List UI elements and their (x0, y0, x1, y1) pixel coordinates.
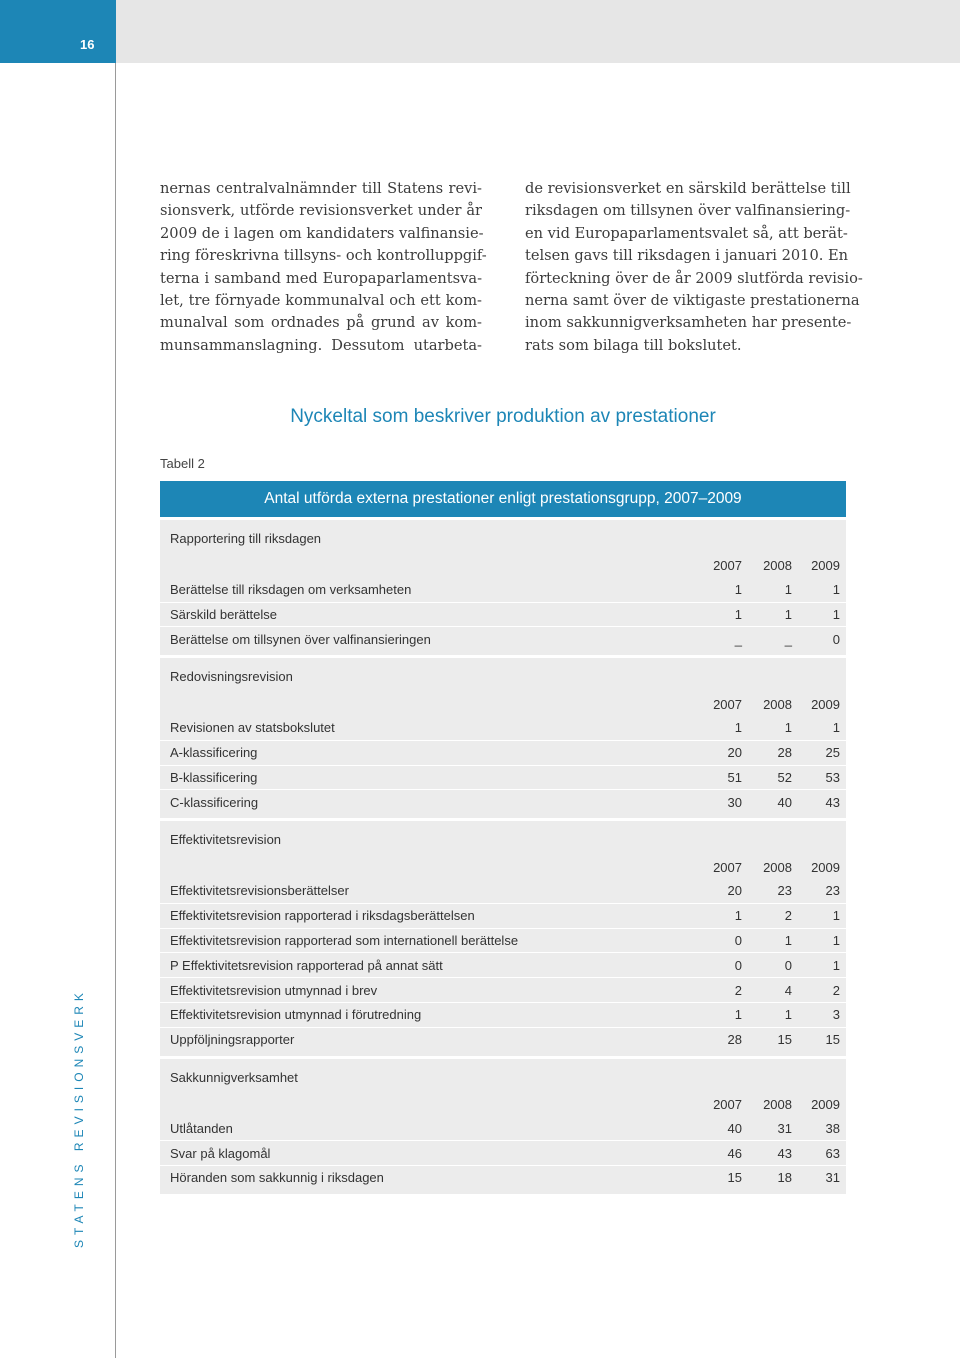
body-line: 2009 de i lagen om kandidaters valfinansie- (160, 224, 484, 242)
table-row (160, 978, 846, 1002)
section-title: Redovisningsrevision (170, 669, 293, 685)
value-cell: 1 (734, 720, 742, 736)
table-label: Tabell 2 (160, 456, 205, 471)
value-cell: 38 (825, 1120, 840, 1136)
value-cell: 1 (784, 1007, 792, 1023)
value-cell: 3 (832, 1007, 840, 1023)
value-cell: 1 (832, 932, 840, 948)
row-label: Effektivitetsrevision utmynnad i förutredning (170, 1007, 422, 1023)
table-row (160, 766, 846, 790)
year-cell: 2009 (811, 558, 840, 574)
table-row (160, 929, 846, 953)
body-line: de revisionsverket en särskild berättelse till (525, 180, 851, 197)
value-cell: 52 (777, 769, 792, 785)
row-label: Uppföljningsrapporter (170, 1032, 295, 1048)
value-cell: 30 (727, 794, 742, 810)
table-row (160, 879, 846, 903)
body-line: ring föreskrivna tillsyns- och kontrolluppgif- (160, 247, 487, 265)
body-line: förteckning över de år 2009 slutförda revisio- (525, 269, 863, 287)
value-cell: 25 (825, 745, 840, 761)
table-header: Antal utförda externa prestationer enligt prestationsgrupp, 2007–2009 (160, 481, 846, 517)
section-padding (160, 1190, 846, 1194)
body-line: rats som bilaga till bokslutet. (525, 336, 742, 354)
body-line: inom sakkunnigverksamheten har presente- (525, 314, 852, 332)
value-cell: 63 (825, 1145, 840, 1161)
value-cell: 1 (734, 582, 742, 598)
row-label: Effektivitetsrevision rapporterad som internationell berättelse (170, 932, 519, 948)
value-cell: 1 (784, 720, 792, 736)
table-row (160, 1166, 846, 1190)
value-cell: 28 (727, 1032, 742, 1048)
section-heading: Nyckeltal som beskriver produktion av prestationer (290, 406, 716, 427)
year-cell: 2007 (713, 696, 742, 712)
year-cell: 2008 (763, 558, 792, 574)
page-number: 16 (80, 37, 95, 52)
table-row (160, 1028, 846, 1052)
left-margin (0, 63, 116, 1358)
table-section (160, 1056, 846, 1194)
value-cell: 40 (777, 794, 792, 810)
page-number-box (0, 0, 116, 63)
year-cell: 2007 (713, 1096, 742, 1112)
year-cell: 2008 (763, 696, 792, 712)
value-cell: 31 (777, 1120, 792, 1136)
year-cell: 2009 (811, 859, 840, 875)
body-column-1 (160, 178, 487, 357)
year-cell: 2007 (713, 859, 742, 875)
value-cell: _ (784, 631, 792, 647)
row-label: Berättelse om tillsynen över valfinansieringen (170, 631, 431, 647)
value-cell: 43 (777, 1145, 792, 1161)
table-section (160, 818, 846, 1055)
value-cell: 1 (784, 932, 792, 948)
value-cell: 43 (825, 794, 840, 810)
body-line: nernas centralvalnämnder till Statens revi- (160, 180, 482, 197)
row-label: Effektivitetsrevisionsberättelser (170, 883, 349, 899)
section-title: Sakkunnigverksamhet (170, 1069, 298, 1085)
year-header-row (160, 855, 846, 879)
year-cell: 2008 (763, 1096, 792, 1112)
row-label: B-klassificering (170, 769, 258, 785)
section-title: Effektivitetsrevision (170, 832, 282, 848)
value-cell: 2 (734, 982, 742, 998)
value-cell: 1 (784, 582, 792, 598)
table-row (160, 1116, 846, 1140)
value-cell: 20 (727, 883, 742, 899)
body-column-2 (525, 178, 863, 357)
value-cell: 1 (832, 908, 840, 924)
value-cell: 53 (825, 769, 840, 785)
section-title: Rapportering till riksdagen (170, 531, 322, 546)
value-cell: 40 (727, 1120, 742, 1136)
side-label: STATENS REVISIONSVERK (72, 988, 86, 1248)
value-cell: 0 (734, 957, 742, 973)
value-cell: 31 (825, 1170, 840, 1186)
value-cell: 46 (727, 1145, 742, 1161)
year-cell: 2008 (763, 859, 792, 875)
year-header-row (160, 692, 846, 716)
value-cell: 51 (727, 769, 742, 785)
year-cell: 2009 (811, 1096, 840, 1112)
table-row (160, 1003, 846, 1027)
body-line: riksdagen om tillsynen över valfinansiering- (525, 202, 851, 220)
value-cell: 1 (734, 606, 742, 622)
table-row (160, 904, 846, 928)
value-cell: 20 (727, 745, 742, 761)
value-cell: 1 (832, 582, 840, 598)
value-cell: 0 (832, 631, 840, 647)
top-bar (0, 0, 960, 63)
value-cell: 1 (734, 1007, 742, 1023)
data-table (160, 481, 846, 1194)
table-section (160, 517, 846, 655)
row-label: Svar på klagomål (170, 1145, 271, 1161)
value-cell: 0 (784, 957, 792, 973)
row-label: C-klassificering (170, 794, 259, 810)
table-row (160, 790, 846, 814)
value-cell: 23 (825, 883, 840, 899)
table-row (160, 953, 846, 977)
table-body (160, 517, 846, 1194)
body-line: let, tre förnyade kommunalval och ett kom- (160, 292, 482, 310)
year-header-row (160, 554, 846, 578)
value-cell: 1 (832, 720, 840, 736)
row-label: Berättelse till riksdagen om verksamheten (170, 582, 412, 598)
body-line: nerna samt över de viktigaste prestationerna (525, 292, 860, 310)
value-cell: 4 (784, 982, 792, 998)
year-cell: 2009 (811, 696, 840, 712)
value-cell: 1 (832, 606, 840, 622)
table-section (160, 655, 846, 818)
body-line: en vid Europaparlamentsvalet så, att berät- (525, 224, 848, 242)
body-line: sionsverk, utförde revisionsverket under år (160, 202, 482, 220)
row-label: Särskild berättelse (170, 606, 277, 622)
value-cell: 1 (832, 957, 840, 973)
row-label: Utlåtanden (170, 1120, 233, 1136)
body-line: telsen gavs till riksdagen i januari 2010. En (525, 247, 849, 265)
value-cell: 18 (777, 1170, 792, 1186)
row-label: Höranden som sakkunnig i riksdagen (170, 1170, 384, 1186)
row-label: P Effektivitetsrevision rapporterad på annat sätt (170, 957, 443, 973)
body-line: terna i samband med Europaparlamentsva- (160, 269, 482, 287)
row-label: Effektivitetsrevision rapporterad i riksdagsberättelsen (170, 908, 475, 924)
table-row (160, 1141, 846, 1165)
value-cell: 2 (832, 982, 840, 998)
body-line: munalval som ordnades på grund av kom- (160, 314, 482, 332)
value-cell: 2 (784, 908, 792, 924)
value-cell: 15 (777, 1032, 792, 1048)
table-row (160, 627, 846, 651)
value-cell: _ (734, 631, 742, 647)
value-cell: 0 (734, 932, 742, 948)
value-cell: 1 (784, 606, 792, 622)
value-cell: 15 (825, 1032, 840, 1048)
table-row (160, 603, 846, 627)
value-cell: 1 (734, 908, 742, 924)
table-row (160, 741, 846, 765)
year-header-row (160, 1093, 846, 1117)
value-cell: 15 (727, 1170, 742, 1186)
value-cell: 23 (777, 883, 792, 899)
table-row (160, 716, 846, 740)
year-cell: 2007 (713, 558, 742, 574)
table-row (160, 578, 846, 602)
row-label: Revisionen av statsbokslutet (170, 720, 335, 736)
row-label: Effektivitetsrevision utmynnad i brev (170, 982, 378, 998)
value-cell: 28 (777, 745, 792, 761)
row-label: A-klassificering (170, 745, 258, 761)
body-line: munsammanslagning. Dessutom utarbeta- (160, 336, 482, 354)
